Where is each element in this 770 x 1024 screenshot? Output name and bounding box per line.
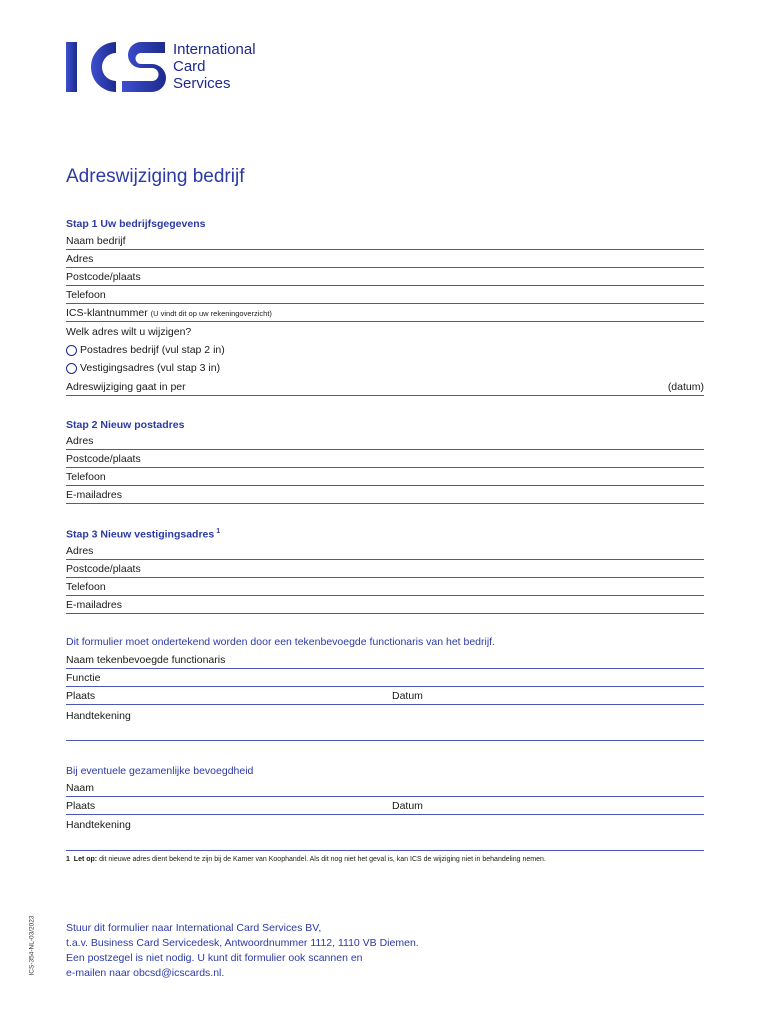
company-name-field[interactable]: Naam bedrijf bbox=[66, 235, 704, 250]
postal-phone-field[interactable]: Telefoon bbox=[66, 471, 704, 486]
joint-heading: Bij eventuele gezamenlijke bevoegdheid bbox=[66, 765, 254, 777]
postal-postcode-field[interactable]: Postcode/plaats bbox=[66, 453, 704, 468]
step1-heading: Stap 1 Uw bedrijfsgegevens bbox=[66, 218, 206, 230]
company-phone-field[interactable]: Telefoon bbox=[66, 289, 704, 304]
step3-heading: Stap 3 Nieuw vestigingsadres $^1$ bbox=[66, 528, 221, 541]
business-postcode-field[interactable]: Postcode/plaats bbox=[66, 563, 704, 578]
signature-line[interactable] bbox=[66, 740, 704, 741]
joint-place-date-field[interactable]: Plaats Datum bbox=[66, 800, 704, 815]
signatory-date-label: Datum bbox=[392, 690, 423, 702]
signatory-name-field[interactable]: Naam tekenbevoegde functionaris bbox=[66, 654, 704, 669]
radio-business[interactable] bbox=[66, 363, 77, 374]
document-id: ICS-354-NL-03/2023 bbox=[28, 915, 36, 976]
radio-postal[interactable] bbox=[66, 345, 77, 356]
effective-date-field[interactable]: Adreswijziging gaat in per (datum) bbox=[66, 381, 704, 396]
business-address-field[interactable]: Adres bbox=[66, 545, 704, 560]
joint-signature-line[interactable] bbox=[66, 850, 704, 851]
signatory-function-field[interactable]: Functie bbox=[66, 672, 704, 687]
customer-number-hint: (U vindt dit op uw rekeningoverzicht) bbox=[150, 309, 272, 318]
send-to-address: Stuur dit formulier naar International Card Services BV, t.a.v. Business Card Servicedesk, Antwoordnummer 1112, 1110 VB Diemen. Een postzegel is niet nodig. U kunt dit formulier ook scannen en e-mailen naar obcsd@icscards.nl. bbox=[66, 922, 419, 979]
company-postcode-field[interactable]: Postcode/plaats bbox=[66, 271, 704, 286]
signatory-place-date-field[interactable]: Plaats Datum bbox=[66, 690, 704, 705]
footnote: 1 Let op: dit nieuwe adres dient bekend te zijn bij de Kamer van Koophandel. Als dit nog niet het geval is, kan ICS de wijziging niet in behandeling nemen. bbox=[66, 856, 546, 863]
step2-heading: Stap 2 Nieuw postadres bbox=[66, 419, 185, 431]
company-address-field[interactable]: Adres bbox=[66, 253, 704, 268]
option-postal-address[interactable]: Postadres bedrijf (vul stap 2 in) bbox=[66, 344, 225, 356]
option-business-address[interactable]: Vestigingsadres (vul stap 3 in) bbox=[66, 362, 220, 374]
signature-label: Handtekening bbox=[66, 710, 131, 722]
postal-email-field[interactable]: E-mailadres bbox=[66, 489, 704, 504]
joint-name-field[interactable]: Naam bbox=[66, 782, 704, 797]
business-phone-field[interactable]: Telefoon bbox=[66, 581, 704, 596]
brand-name: International Card Services bbox=[173, 41, 256, 92]
page-title: Adreswijziging bedrijf bbox=[66, 166, 245, 187]
change-question: Welk adres wilt u wijzigen? bbox=[66, 326, 192, 338]
business-email-field[interactable]: E-mailadres bbox=[66, 599, 704, 614]
postal-address-field[interactable]: Adres bbox=[66, 435, 704, 450]
joint-date-label: Datum bbox=[392, 800, 423, 812]
customer-number-field[interactable]: ICS-klantnummer (U vindt dit op uw rekeningoverzicht) bbox=[66, 307, 704, 322]
date-suffix: (datum) bbox=[667, 381, 704, 393]
signature-notice: Dit formulier moet ondertekend worden door een tekenbevoegde functionaris van het bedrijf. bbox=[66, 636, 496, 648]
joint-signature-label: Handtekening bbox=[66, 819, 131, 831]
